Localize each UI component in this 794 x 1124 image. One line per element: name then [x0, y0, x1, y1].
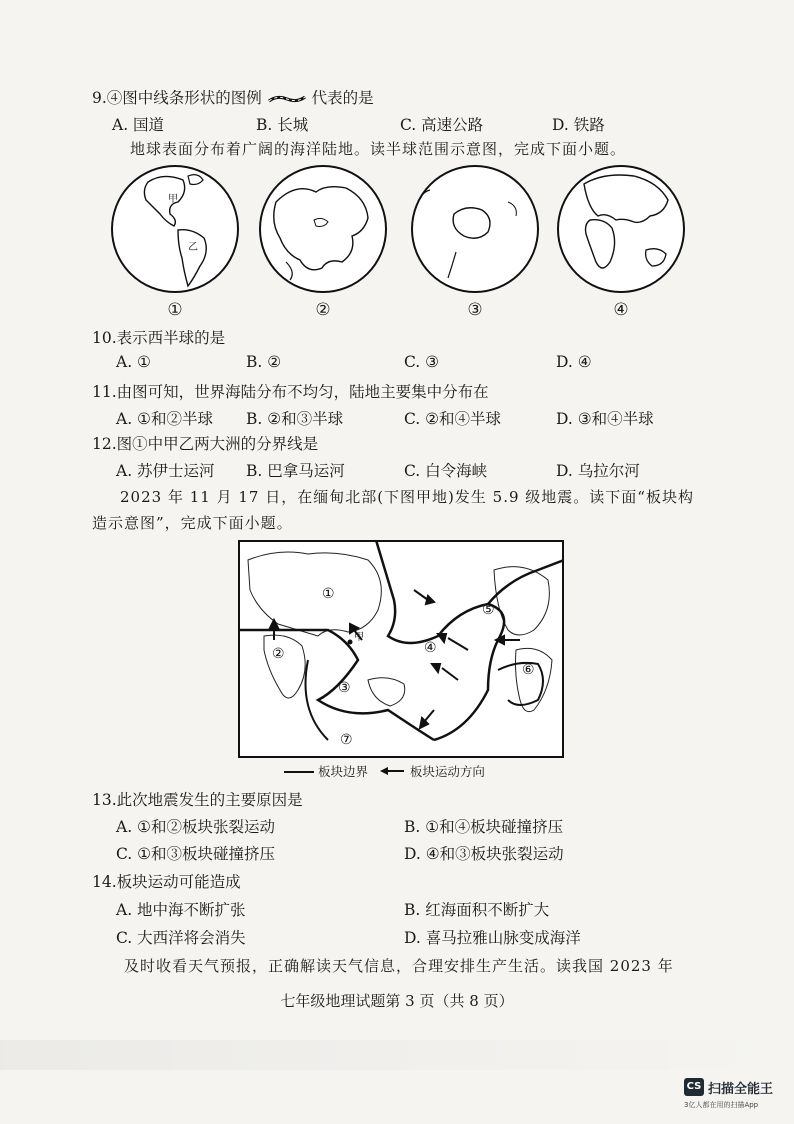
q9-option-d[interactable]: D. 铁路 [552, 116, 605, 134]
q10-option-b[interactable]: B. ② [246, 353, 282, 371]
globe-number-2: ② [315, 300, 331, 320]
plate-boundary-legend-icon [284, 768, 314, 776]
q9-stem [92, 86, 374, 108]
globe-number-3: ③ [467, 300, 483, 320]
q9-option-c[interactable]: C. 高速公路 [400, 116, 484, 134]
q12-option-b[interactable]: B. 巴拿马运河 [246, 462, 345, 480]
scanner-tagline: 3亿人都在用的扫描App [684, 1101, 759, 1109]
railway-legend-icon [267, 93, 307, 105]
hemisphere-intro: 地球表面分布着广阔的海洋陆地。读半球范围示意图，完成下面小题。 [130, 140, 627, 158]
q13-option-c[interactable]: C. ①和③板块碰撞挤压 [116, 845, 276, 863]
quake-intro-line1: 2023 年 11 月 17 日，在缅甸北部(下图甲地)发生 5.9 级地震。读下面“板块构 [120, 488, 694, 506]
q14-option-b[interactable]: B. 红海面积不断扩大 [404, 901, 550, 919]
plate-label-5: ⑤ [482, 602, 495, 618]
plate-label-6: ⑥ [522, 662, 535, 678]
q11-option-d[interactable]: D. ③和④半球 [556, 410, 654, 428]
plate-label-1: ① [322, 586, 335, 602]
q10-option-c[interactable]: C. ③ [404, 353, 440, 371]
q11-stem: 11.由图可知，世界海陆分布不均匀，陆地主要集中分布在 [92, 383, 489, 401]
plate-label-4: ④ [424, 640, 437, 656]
globe-number-4: ④ [613, 300, 629, 320]
globe-label-yi: 乙 [188, 242, 198, 253]
scanner-logo-icon: CS [684, 1078, 704, 1096]
plate-label-7: ⑦ [340, 732, 353, 748]
q9-stem-post: 代表的是 [311, 89, 374, 107]
q9-option-a[interactable]: A. 国道 [112, 116, 165, 134]
q14-option-d[interactable]: D. 喜马拉雅山脉变成海洋 [404, 929, 581, 947]
q14-option-a[interactable]: A. 地中海不断扩张 [116, 901, 246, 919]
q9-stem-pre: 9.④图中线条形状的图例 [92, 89, 262, 107]
q11-option-a[interactable]: A. ①和②半球 [116, 410, 213, 428]
q11-option-b[interactable]: B. ②和③半球 [246, 410, 344, 428]
q13-option-a[interactable]: A. ①和②板块张裂运动 [116, 818, 275, 836]
legend-direction-label: 板块运动方向 [409, 764, 485, 779]
q12-option-d[interactable]: D. 乌拉尔河 [556, 462, 640, 480]
weather-intro: 及时收看天气预报，正确解读天气信息，合理安排生产生活。读我国 2023 年 [124, 957, 674, 975]
quake-location-marker [348, 640, 353, 645]
globe-western-hemisphere [108, 162, 242, 296]
q12-option-c[interactable]: C. 白令海峡 [404, 462, 488, 480]
q13-option-d[interactable]: D. ④和③板块张裂运动 [404, 845, 564, 863]
plate-motion-arrow-icon [380, 766, 406, 776]
q10-option-d[interactable]: D. ④ [556, 353, 592, 371]
scanner-watermark [684, 1076, 784, 1116]
page-footer: 七年级地理试题第 3 页（共 8 页） [280, 992, 514, 1010]
quake-location-jia: 甲 [354, 632, 364, 643]
q11-option-c[interactable]: C. ②和④半球 [404, 410, 502, 428]
globe-northern-hemisphere [256, 162, 390, 296]
plate-tectonics-map [238, 540, 564, 758]
globe-southern-hemisphere [408, 162, 542, 296]
q13-stem: 13.此次地震发生的主要原因是 [92, 791, 303, 809]
q9-option-b[interactable]: B. 长城 [256, 116, 309, 134]
q13-option-b[interactable]: B. ①和④板块碰撞挤压 [404, 818, 564, 836]
plate-label-2: ② [272, 646, 285, 662]
q12-stem: 12.图①中甲乙两大洲的分界线是 [92, 435, 319, 453]
globe-number-1: ① [167, 300, 183, 320]
q12-option-a[interactable]: A. 苏伊士运河 [116, 462, 215, 480]
scan-shadow [0, 1040, 794, 1070]
q14-option-c[interactable]: C. 大西洋将会消失 [116, 929, 246, 947]
plate-map-legend [284, 762, 485, 780]
legend-boundary-label: 板块边界 [317, 764, 368, 779]
q10-stem: 10.表示西半球的是 [92, 329, 226, 347]
plate-label-3: ③ [338, 680, 351, 696]
globe-label-jia: 甲 [168, 194, 178, 205]
q14-stem: 14.板块运动可能造成 [92, 873, 241, 891]
quake-intro-line2: 造示意图”，完成下面小题。 [92, 514, 293, 532]
globe-eastern-hemisphere [554, 162, 688, 296]
q10-option-a[interactable]: A. ① [116, 353, 151, 371]
scanner-app-name: 扫描全能王 [708, 1082, 774, 1097]
hemisphere-globes [108, 162, 688, 322]
